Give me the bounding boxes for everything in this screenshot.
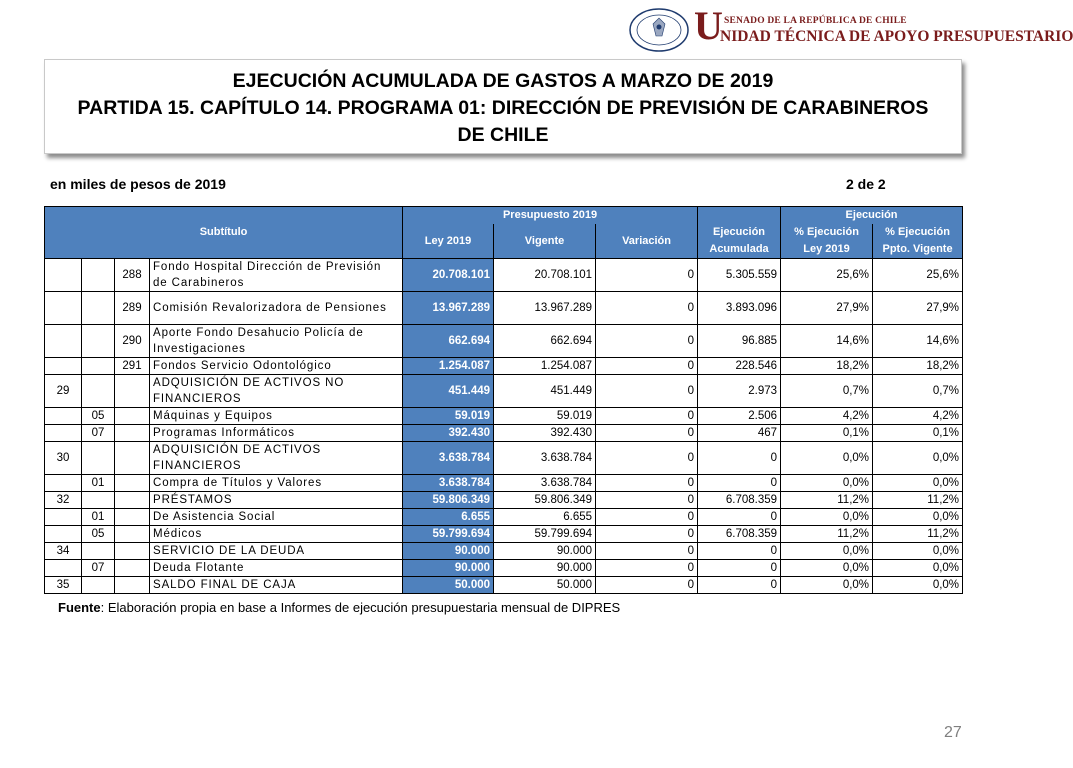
header-ley: Ley 2019 xyxy=(403,224,494,259)
variacion-cell: 0 xyxy=(596,425,698,442)
ley-cell: 13.967.289 xyxy=(403,292,494,325)
variacion-cell: 0 xyxy=(596,442,698,475)
description-cell: De Asistencia Social xyxy=(150,509,403,526)
subtitulo-cell xyxy=(45,425,82,442)
variacion-cell: 0 xyxy=(596,358,698,375)
brand-senado-text: SENADO DE LA REPÚBLICA DE CHILE xyxy=(724,16,907,26)
item-cell xyxy=(82,259,115,292)
subtitulo-cell xyxy=(45,292,82,325)
pct-vigente-cell: 4,2% xyxy=(873,408,963,425)
ejecucion-cell: 467 xyxy=(698,425,781,442)
ley-cell: 50.000 xyxy=(403,577,494,594)
table-row xyxy=(45,442,963,475)
pct-ley-cell: 0,0% xyxy=(781,543,873,560)
item-cell xyxy=(82,577,115,594)
subtitulo-cell: 35 xyxy=(45,577,82,594)
pct-ley-cell: 0,7% xyxy=(781,375,873,408)
pct-ley-cell: 0,1% xyxy=(781,425,873,442)
subtitulo-cell xyxy=(45,325,82,358)
subtitulo-cell: 32 xyxy=(45,492,82,509)
pct-vigente-cell: 0,7% xyxy=(873,375,963,408)
header-subtitulo: Subtítulo xyxy=(45,207,403,259)
source-label: Fuente xyxy=(58,600,101,615)
table-row xyxy=(45,475,963,492)
variacion-cell: 0 xyxy=(596,292,698,325)
subtitulo-cell: 29 xyxy=(45,375,82,408)
vigente-cell: 90.000 xyxy=(494,560,596,577)
ley-cell: 59.019 xyxy=(403,408,494,425)
item-cell: 01 xyxy=(82,475,115,492)
page-number: 27 xyxy=(944,724,962,741)
asignacion-cell xyxy=(115,442,150,475)
table-row xyxy=(45,325,963,358)
subtitulo-cell xyxy=(45,509,82,526)
description-cell: Deuda Flotante xyxy=(150,560,403,577)
asignacion-cell xyxy=(115,425,150,442)
description-cell: ADQUISICIÓN DE ACTIVOS NO FINANCIEROS xyxy=(150,375,403,408)
vigente-cell: 59.806.349 xyxy=(494,492,596,509)
pct-ley-cell: 0,0% xyxy=(781,560,873,577)
pct-ley-cell: 18,2% xyxy=(781,358,873,375)
pct-vigente-cell: 27,9% xyxy=(873,292,963,325)
pct-ley-cell: 11,2% xyxy=(781,492,873,509)
ley-cell: 20.708.101 xyxy=(403,259,494,292)
header-variacion: Variación xyxy=(596,224,698,259)
pct-vigente-cell: 0,0% xyxy=(873,509,963,526)
header-pct-ley-mid: % Ejecución xyxy=(794,226,859,238)
item-cell xyxy=(82,358,115,375)
table-row xyxy=(45,375,963,408)
pct-vigente-cell: 25,6% xyxy=(873,259,963,292)
asignacion-cell: 290 xyxy=(115,325,150,358)
table-row xyxy=(45,425,963,442)
asignacion-cell: 289 xyxy=(115,292,150,325)
table-row xyxy=(45,292,963,325)
ley-cell: 90.000 xyxy=(403,543,494,560)
units-label: en miles de pesos de 2019 xyxy=(50,176,226,192)
description-cell: Médicos xyxy=(150,526,403,543)
ejecucion-cell: 2.973 xyxy=(698,375,781,408)
asignacion-cell xyxy=(115,375,150,408)
description-cell: Programas Informáticos xyxy=(150,425,403,442)
vigente-cell: 3.638.784 xyxy=(494,442,596,475)
ejecucion-cell: 6.708.359 xyxy=(698,526,781,543)
ley-cell: 662.694 xyxy=(403,325,494,358)
description-cell: Comisión Revalorizadora de Pensiones xyxy=(150,292,403,325)
table-body xyxy=(45,259,963,594)
source-note xyxy=(58,600,620,615)
title-line-2: PARTIDA 15. CAPÍTULO 14. PROGRAMA 01: DIRECCIÓN DE PREVISIÓN DE CARABINEROS DE CHILE xyxy=(77,97,929,146)
ejecucion-cell: 0 xyxy=(698,577,781,594)
vigente-cell: 392.430 xyxy=(494,425,596,442)
subtitulo-cell xyxy=(45,475,82,492)
vigente-cell: 13.967.289 xyxy=(494,292,596,325)
header-pct-ley xyxy=(781,224,873,259)
table-row xyxy=(45,259,963,292)
ejecucion-cell: 0 xyxy=(698,560,781,577)
description-cell: Máquinas y Equipos xyxy=(150,408,403,425)
budget-table xyxy=(44,206,963,594)
asignacion-cell xyxy=(115,509,150,526)
source-text: : Elaboración propia en base a Informes de ejecución presupuestaria mensual de DIPRES xyxy=(100,600,621,615)
item-cell xyxy=(82,325,115,358)
item-cell xyxy=(82,543,115,560)
asignacion-cell: 291 xyxy=(115,358,150,375)
ley-cell: 392.430 xyxy=(403,425,494,442)
vigente-cell: 50.000 xyxy=(494,577,596,594)
brand-initial: U xyxy=(694,3,723,48)
header-ejecucion-line1: Ejecución xyxy=(713,226,766,238)
variacion-cell: 0 xyxy=(596,492,698,509)
vigente-cell: 3.638.784 xyxy=(494,475,596,492)
pct-vigente-cell: 14,6% xyxy=(873,325,963,358)
pct-ley-cell: 4,2% xyxy=(781,408,873,425)
pct-ley-cell: 0,0% xyxy=(781,442,873,475)
asignacion-cell xyxy=(115,543,150,560)
variacion-cell: 0 xyxy=(596,543,698,560)
ejecucion-cell: 0 xyxy=(698,475,781,492)
header-ejecucion xyxy=(698,224,781,259)
variacion-cell: 0 xyxy=(596,408,698,425)
ley-cell: 90.000 xyxy=(403,560,494,577)
description-cell: Compra de Títulos y Valores xyxy=(150,475,403,492)
pct-vigente-cell: 0,0% xyxy=(873,543,963,560)
subtitulo-cell: 30 xyxy=(45,442,82,475)
ley-cell: 3.638.784 xyxy=(403,442,494,475)
page-indicator: 2 de 2 xyxy=(846,176,886,192)
description-cell: PRÉSTAMOS xyxy=(150,492,403,509)
pct-ley-cell: 0,0% xyxy=(781,475,873,492)
header-pct-vigente xyxy=(873,224,963,259)
vigente-cell: 20.708.101 xyxy=(494,259,596,292)
ejecucion-cell: 6.708.359 xyxy=(698,492,781,509)
variacion-cell: 0 xyxy=(596,475,698,492)
subtitulo-cell xyxy=(45,259,82,292)
asignacion-cell xyxy=(115,408,150,425)
header-ejecucion-top xyxy=(698,207,781,225)
ejecucion-cell: 96.885 xyxy=(698,325,781,358)
ley-cell: 59.799.694 xyxy=(403,526,494,543)
ley-cell: 59.806.349 xyxy=(403,492,494,509)
pct-ley-cell: 0,0% xyxy=(781,509,873,526)
pct-ley-cell: 14,6% xyxy=(781,325,873,358)
ley-cell: 1.254.087 xyxy=(403,358,494,375)
table-row xyxy=(45,509,963,526)
item-cell: 07 xyxy=(82,425,115,442)
item-cell xyxy=(82,375,115,408)
ejecucion-cell: 0 xyxy=(698,442,781,475)
asignacion-cell xyxy=(115,577,150,594)
ejecucion-cell: 2.506 xyxy=(698,408,781,425)
pct-vigente-cell: 0,0% xyxy=(873,577,963,594)
item-cell xyxy=(82,442,115,475)
ejecucion-cell: 3.893.096 xyxy=(698,292,781,325)
ejecucion-cell: 228.546 xyxy=(698,358,781,375)
item-cell xyxy=(82,492,115,509)
title-box xyxy=(44,59,962,154)
pct-ley-cell: 0,0% xyxy=(781,577,873,594)
ley-cell: 451.449 xyxy=(403,375,494,408)
ley-cell: 6.655 xyxy=(403,509,494,526)
vigente-cell: 451.449 xyxy=(494,375,596,408)
variacion-cell: 0 xyxy=(596,526,698,543)
table-row xyxy=(45,492,963,509)
table-row xyxy=(45,408,963,425)
table-row xyxy=(45,543,963,560)
subtitulo-cell xyxy=(45,526,82,543)
variacion-cell: 0 xyxy=(596,375,698,408)
pct-ley-cell: 11,2% xyxy=(781,526,873,543)
description-cell: Fondos Servicio Odontológico xyxy=(150,358,403,375)
variacion-cell: 0 xyxy=(596,560,698,577)
pct-vigente-cell: 0,0% xyxy=(873,442,963,475)
item-cell: 05 xyxy=(82,408,115,425)
header-ejecucion-line2: Acumulada xyxy=(709,243,769,255)
ejecucion-cell: 0 xyxy=(698,543,781,560)
pct-vigente-cell: 11,2% xyxy=(873,492,963,509)
variacion-cell: 0 xyxy=(596,509,698,526)
table-row xyxy=(45,526,963,543)
table-row xyxy=(45,560,963,577)
header-presupuesto: Presupuesto 2019 xyxy=(403,207,698,225)
title-line-1: EJECUCIÓN ACUMULADA DE GASTOS A MARZO DE 2019 xyxy=(232,70,774,92)
subtitulo-cell: 34 xyxy=(45,543,82,560)
vigente-cell: 6.655 xyxy=(494,509,596,526)
item-cell xyxy=(82,292,115,325)
description-cell: Aporte Fondo Desahucio Policía de Investigaciones xyxy=(150,325,403,358)
subtitulo-cell xyxy=(45,560,82,577)
description-cell: SERVICIO DE LA DEUDA xyxy=(150,543,403,560)
vigente-cell: 59.019 xyxy=(494,408,596,425)
brand-unit-text: NIDAD TÉCNICA DE APOYO PRESUPUESTARIO xyxy=(720,28,1073,45)
vigente-cell: 1.254.087 xyxy=(494,358,596,375)
table-row xyxy=(45,358,963,375)
ley-cell: 3.638.784 xyxy=(403,475,494,492)
pct-vigente-cell: 11,2% xyxy=(873,526,963,543)
senate-seal-logo xyxy=(629,8,689,52)
header-pct-vig-top: % Ejecución xyxy=(885,226,950,238)
asignacion-cell xyxy=(115,492,150,509)
item-cell: 05 xyxy=(82,526,115,543)
ejecucion-cell: 0 xyxy=(698,509,781,526)
variacion-cell: 0 xyxy=(596,325,698,358)
header-vigente: Vigente xyxy=(494,224,596,259)
header-pct-ley-bottom: Ley 2019 xyxy=(803,243,850,255)
subtitulo-cell xyxy=(45,408,82,425)
description-cell: Fondo Hospital Dirección de Previsión de Carabineros xyxy=(150,259,403,292)
vigente-cell: 90.000 xyxy=(494,543,596,560)
variacion-cell: 0 xyxy=(596,577,698,594)
pct-vigente-cell: 0,0% xyxy=(873,560,963,577)
header-pct-vig-bottom: Ppto. Vigente xyxy=(882,243,953,255)
pct-vigente-cell: 18,2% xyxy=(873,358,963,375)
header-pct-ley-top: Ejecución xyxy=(781,207,963,225)
variacion-cell: 0 xyxy=(596,259,698,292)
item-cell: 01 xyxy=(82,509,115,526)
pct-vigente-cell: 0,0% xyxy=(873,475,963,492)
description-cell: SALDO FINAL DE CAJA xyxy=(150,577,403,594)
pct-ley-cell: 27,9% xyxy=(781,292,873,325)
asignacion-cell xyxy=(115,526,150,543)
pct-vigente-cell: 0,1% xyxy=(873,425,963,442)
subtitulo-cell xyxy=(45,358,82,375)
vigente-cell: 59.799.694 xyxy=(494,526,596,543)
pct-ley-cell: 25,6% xyxy=(781,259,873,292)
description-cell: ADQUISICIÓN DE ACTIVOS FINANCIEROS xyxy=(150,442,403,475)
table-row xyxy=(45,577,963,594)
vigente-cell: 662.694 xyxy=(494,325,596,358)
asignacion-cell xyxy=(115,560,150,577)
item-cell: 07 xyxy=(82,560,115,577)
ejecucion-cell: 5.305.559 xyxy=(698,259,781,292)
asignacion-cell: 288 xyxy=(115,259,150,292)
asignacion-cell xyxy=(115,475,150,492)
